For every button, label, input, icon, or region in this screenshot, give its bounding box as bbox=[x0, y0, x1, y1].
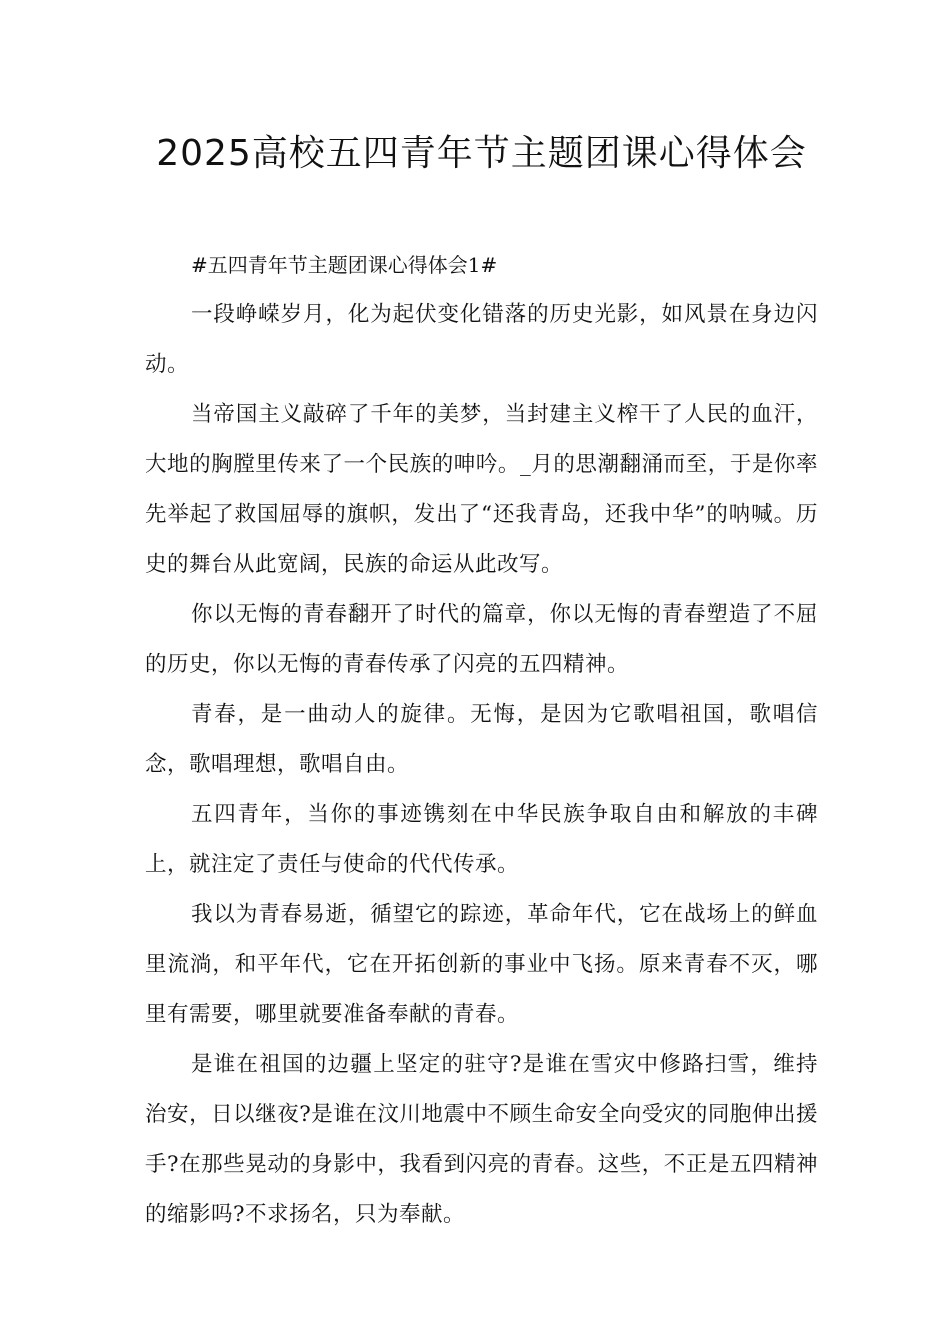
paragraph-4: 青春，是一曲动人的旋律。无悔，是因为它歌唱祖国，歌唱信念，歌唱理想，歌唱自由。 bbox=[145, 702, 818, 777]
paragraph-3: 你以无悔的青春翻开了时代的篇章，你以无悔的青春塑造了不屈的历史，你以无悔的青春传承了闪亮的五四精神。 bbox=[145, 602, 818, 677]
paragraph-7: 是谁在祖国的边疆上坚定的驻守?是谁在雪灾中修路扫雪，维持治安，日以继夜?是谁在汶川地震中不顾生命安全向受灾的同胞伸出援手?在那些晃动的身影中，我看到闪亮的青春。这些，不正是五四精神的缩影吗?不求扬名，只为奉献。 bbox=[145, 1052, 818, 1227]
paragraph-1: 一段峥嵘岁月，化为起伏变化错落的历史光影，如风景在身边闪动。 bbox=[145, 302, 818, 377]
paragraph-2: 当帝国主义敲碎了千年的美梦，当封建主义榨干了人民的血汗，大地的胸膛里传来了一个民族的呻吟。_月的思潮翻涌而至，于是你率先举起了救国屈辱的旗帜，发出了“还我青岛，还我中华”的呐喊。历史的舞台从此宽阔，民族的命运从此改写。 bbox=[145, 402, 818, 577]
section-heading: #五四青年节主题团课心得体会1# bbox=[191, 253, 498, 277]
document-title: 2025高校五四青年节主题团课心得体会 bbox=[156, 133, 807, 174]
paragraph-6: 我以为青春易逝，循望它的踪迹，革命年代，它在战场上的鲜血里流淌，和平年代，它在开拓创新的事业中飞扬。原来青春不灭，哪里有需要，哪里就要准备奉献的青春。 bbox=[145, 902, 818, 1027]
paragraph-5: 五四青年，当你的事迹镌刻在中华民族争取自由和解放的丰碑上，就注定了责任与使命的代代传承。 bbox=[145, 802, 818, 877]
